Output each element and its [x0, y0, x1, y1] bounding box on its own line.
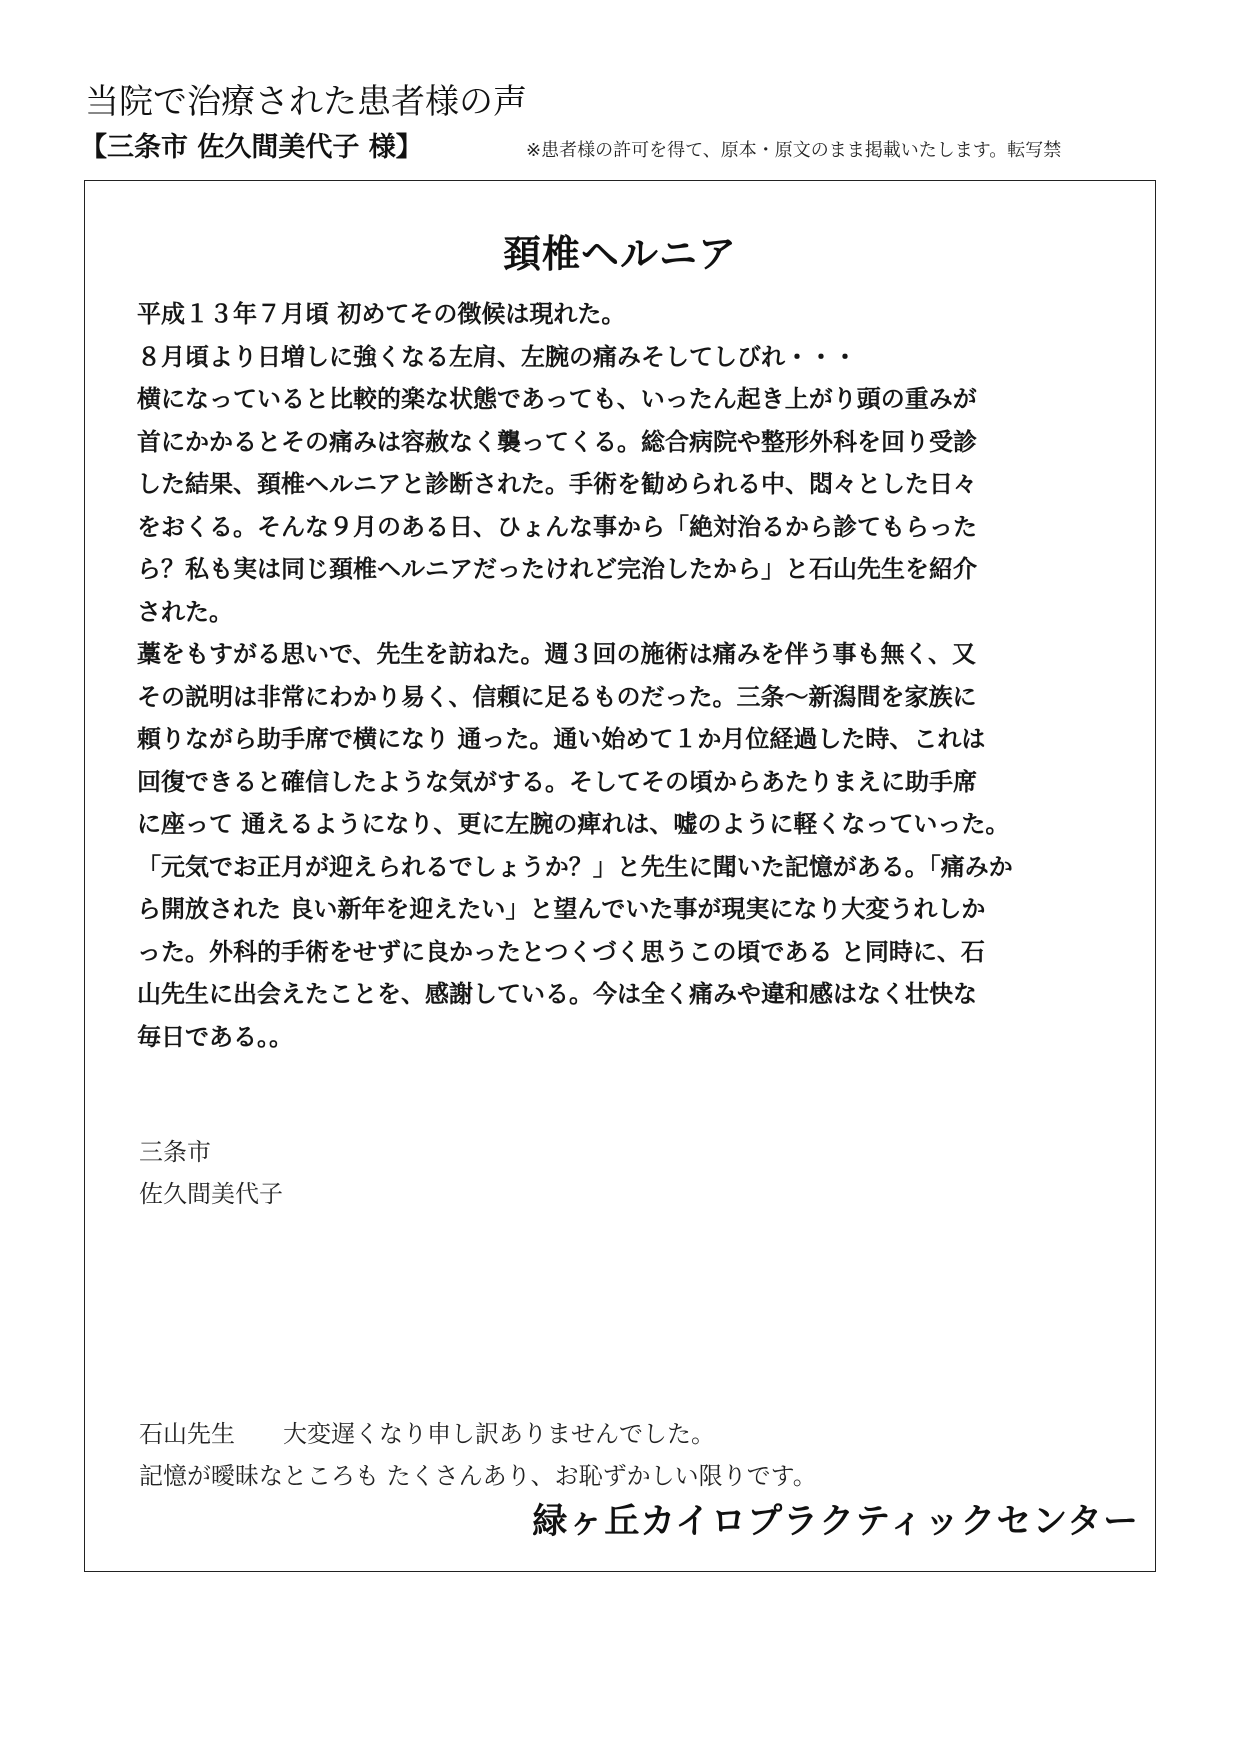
- letter-line: ら？私も実は同じ頚椎ヘルニアだったけれど完治したから」と石山先生を紹介: [137, 555, 977, 583]
- clinic-name: 緑ヶ丘カイロプラクティックセンター: [532, 1502, 1139, 1542]
- letter-body: [137, 293, 1137, 1058]
- letter-line: 横になっていると比較的楽な状態であっても、いったん起き上がり頭の重みが: [137, 385, 977, 413]
- letter-line: 平成１３年７月頃 初めてその徴候は現れた。: [137, 300, 626, 328]
- letter-line: 山先生に出会えたことを、感謝している。今は全く痛みや違和感はなく壮快な: [137, 980, 977, 1008]
- signature-block: [139, 1131, 283, 1215]
- letter-line: 藁をもすがる思いで、先生を訪ねた。週３回の施術は痛みを伴う事も無く、又: [137, 640, 977, 668]
- letter-line: 回復できると確信したような気がする。そしてその頃からあたりまえに助手席: [137, 767, 977, 796]
- postscript-line: 記憶が曖昧なところも たくさんあり、お恥ずかしい限りです。: [139, 1462, 817, 1490]
- letter-line: その説明は非常にわかり易く、信頼に足るものだった。三条～新潟間を家族に: [137, 682, 977, 711]
- letter-line: した結果、頚椎ヘルニアと診断された。手術を勧められる中、悶々とした日々: [137, 470, 977, 498]
- letter-line: ８月頃より日増しに強くなる左肩、左腕の痛みそしてしびれ・・・: [137, 342, 857, 371]
- letter-line: に座って 通えるようになり、更に左腕の痺れは、嘘のように軽くなっていった。: [137, 810, 1010, 838]
- letter-line: をおくる。そんな９月のある日、ひょんな事から「絶対治るから診てもらった: [137, 512, 977, 541]
- letter-title: 頚椎ヘルニア: [502, 232, 737, 276]
- signature-name: 佐久間美代子: [139, 1180, 283, 1208]
- letter-line: 「元気でお正月が迎えられるでしょうか？」と先生に聞いた記憶がある。「痛みか: [137, 852, 1013, 881]
- letter-line: 首にかかるとその痛みは容赦なく襲ってくる。総合病院や整形外科を回り受診: [137, 427, 977, 456]
- letter-line: ら開放された 良い新年を迎えたい」と望んでいた事が現実になり大変うれしか: [137, 895, 986, 923]
- patient-name-label: 【三条市 佐久間美代子 様】: [80, 132, 423, 163]
- letter-frame: [84, 180, 1156, 1572]
- letter-line: 頼りながら助手席で横になり 通った。通い始めて１か月位経過した時、これは: [137, 725, 986, 753]
- signature-city: 三条市: [139, 1138, 211, 1166]
- letter-line: 毎日である。。: [137, 1022, 293, 1051]
- letter-line: された。: [137, 597, 233, 626]
- postscript: [139, 1413, 817, 1497]
- letter-line: った。外科的手術をせずに良かったとつくづく思うこの頃である と同時に、石: [137, 937, 985, 966]
- copyright-notice: ※患者様の許可を得て、原本・原文のまま掲載いたします。転写禁: [526, 140, 1062, 161]
- page-title: 当院で治療された患者様の声: [85, 82, 527, 122]
- postscript-line: 石山先生 大変遅くなり申し訳ありませんでした。: [139, 1420, 715, 1448]
